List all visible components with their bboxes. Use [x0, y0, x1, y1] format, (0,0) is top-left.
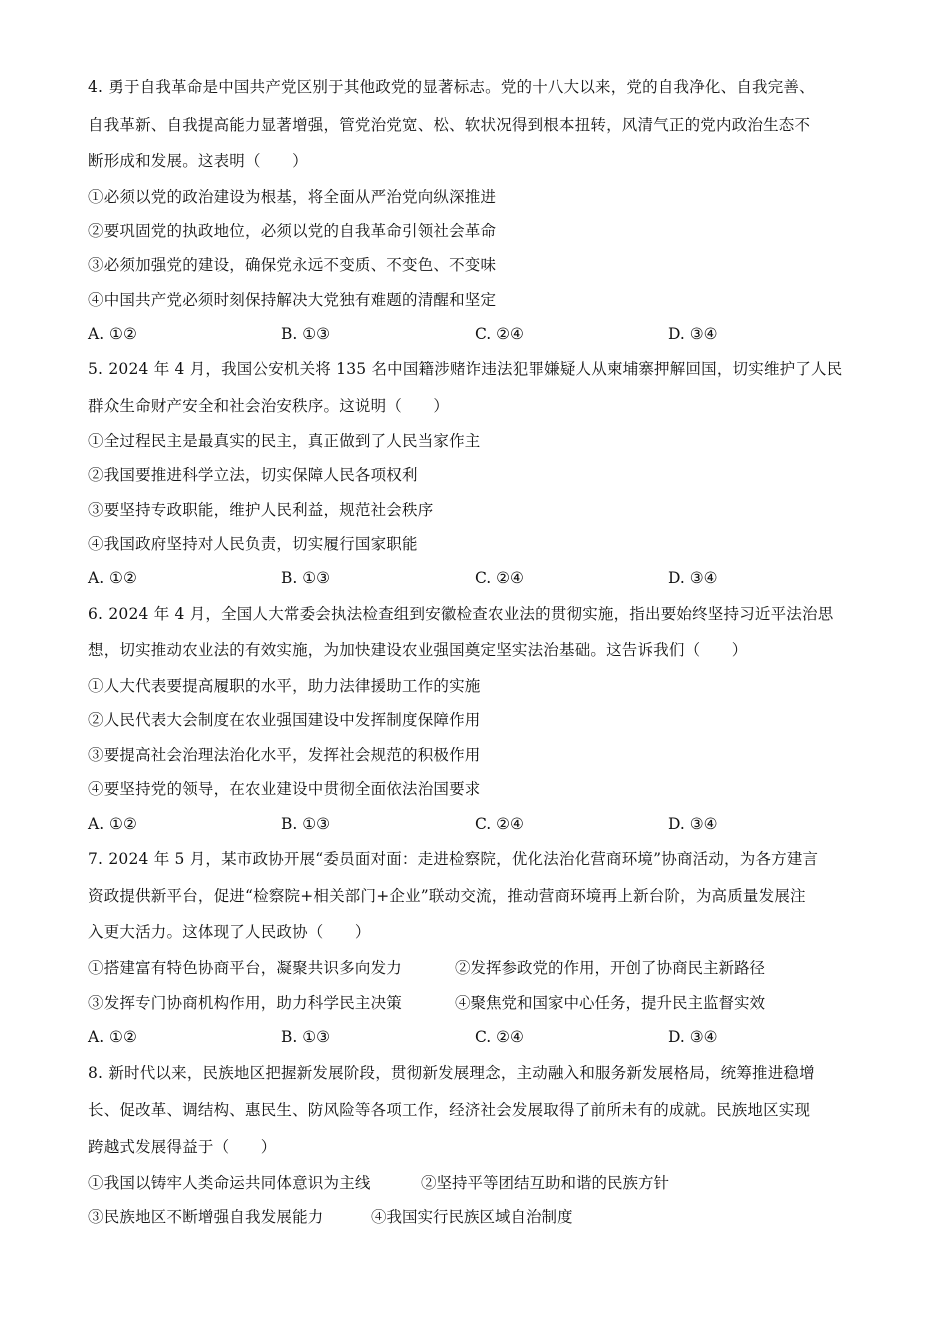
- statement-3: ③要坚持专政职能，维护人民利益，规范社会秩序: [88, 501, 434, 519]
- statement-1: ①人大代表要提高履职的水平，助力法律援助工作的实施: [88, 677, 481, 695]
- option-c: C. ②④: [475, 325, 524, 343]
- statement-4: ④聚焦党和国家中心任务，提升民主监督实效: [455, 994, 766, 1012]
- statement-2: ②我国要推进科学立法，切实保障人民各项权利: [88, 466, 418, 484]
- question-stem-line: 4. 勇于自我革命是中国共产党区别于其他政党的显著标志。党的十八大以来，党的自我净化、自我完善、: [88, 78, 815, 96]
- statement-4: ④我国政府坚持对人民负责，切实履行国家职能: [88, 535, 418, 553]
- statement-3: ③发挥专门协商机构作用，助力科学民主决策: [88, 994, 403, 1012]
- statement-3: ③民族地区不断增强自我发展能力: [88, 1208, 324, 1226]
- statement-2: ②坚持平等团结互助和谐的民族方针: [421, 1174, 670, 1192]
- option-d: D. ③④: [668, 569, 718, 587]
- question-stem-line: 7. 2024 年 5 月，某市政协开展“委员面对面：走进检察院，优化法治化营商环境”协商活动，为各方建言: [88, 850, 819, 868]
- statement-1: ①全过程民主是最真实的民主，真正做到了人民当家作主: [88, 432, 481, 450]
- statement-1: ①搭建富有特色协商平台，凝聚共识多向发力: [88, 959, 403, 977]
- option-c: C. ②④: [475, 569, 524, 587]
- option-c: C. ②④: [475, 1028, 524, 1046]
- question-stem-line: 6. 2024 年 4 月，全国人大常委会执法检查组到安徽检查农业法的贯彻实施，指出要始终坚持习近平法治思: [88, 605, 834, 623]
- statement-1: ①必须以党的政治建设为根基，将全面从严治党向纵深推进: [88, 188, 497, 206]
- option-a: A. ①②: [88, 569, 137, 587]
- statement-2: ②人民代表大会制度在农业强国建设中发挥制度保障作用: [88, 711, 481, 729]
- option-b: B. ①③: [281, 569, 331, 587]
- statement-4: ④要坚持党的领导，在农业建设中贯彻全面依法治国要求: [88, 780, 481, 798]
- question-stem-line: 8. 新时代以来，民族地区把握新发展阶段，贯彻新发展理念，主动融入和服务新发展格局，统筹推进稳增: [88, 1064, 815, 1082]
- option-d: D. ③④: [668, 1028, 718, 1046]
- question-stem-line: 群众生命财产安全和社会治安秩序。这说明（ ）: [88, 397, 450, 415]
- statement-3: ③要提高社会治理法治化水平，发挥社会规范的积极作用: [88, 746, 481, 764]
- option-a: A. ①②: [88, 325, 137, 343]
- option-a: A. ①②: [88, 815, 137, 833]
- statement-1: ①我国以铸牢人类命运共同体意识为主线: [88, 1174, 371, 1192]
- question-stem-line: 自我革新、自我提高能力显著增强，管党治党宽、松、软状况得到根本扭转，风清气正的党内政治生态不: [88, 116, 811, 134]
- statement-4: ④我国实行民族区域自治制度: [371, 1208, 573, 1226]
- question-stem-line: 想，切实推动农业法的有效实施，为加快建设农业强国奠定坚实法治基础。这告诉我们（ ）: [88, 641, 748, 659]
- statement-2: ②发挥参政党的作用，开创了协商民主新路径: [455, 959, 766, 977]
- option-c: C. ②④: [475, 815, 524, 833]
- option-d: D. ③④: [668, 325, 718, 343]
- question-stem-line: 资政提供新平台，促进“检察院+相关部门+企业”联动交流，推动营商环境再上新台阶，为高质量发展注: [88, 887, 806, 905]
- statement-3: ③必须加强党的建设，确保党永远不变质、不变色、不变味: [88, 256, 497, 274]
- question-stem-line: 跨越式发展得益于（ ）: [88, 1138, 277, 1156]
- option-b: B. ①③: [281, 325, 331, 343]
- question-stem-line: 断形成和发展。这表明（ ）: [88, 152, 308, 170]
- question-stem-line: 入更大活力。这体现了人民政协（ ）: [88, 923, 371, 941]
- question-stem-line: 5. 2024 年 4 月，我国公安机关将 135 名中国籍涉赌诈违法犯罪嫌疑人从柬埔寨押解回国，切实维护了人民: [88, 360, 843, 378]
- option-b: B. ①③: [281, 1028, 331, 1046]
- statement-4: ④中国共产党必须时刻保持解决大党独有难题的清醒和坚定: [88, 291, 497, 309]
- option-a: A. ①②: [88, 1028, 137, 1046]
- statement-2: ②要巩固党的执政地位，必须以党的自我革命引领社会革命: [88, 222, 497, 240]
- option-d: D. ③④: [668, 815, 718, 833]
- option-b: B. ①③: [281, 815, 331, 833]
- question-stem-line: 长、促改革、调结构、惠民生、防风险等各项工作，经济社会发展取得了前所未有的成就。民族地区实现: [88, 1101, 811, 1119]
